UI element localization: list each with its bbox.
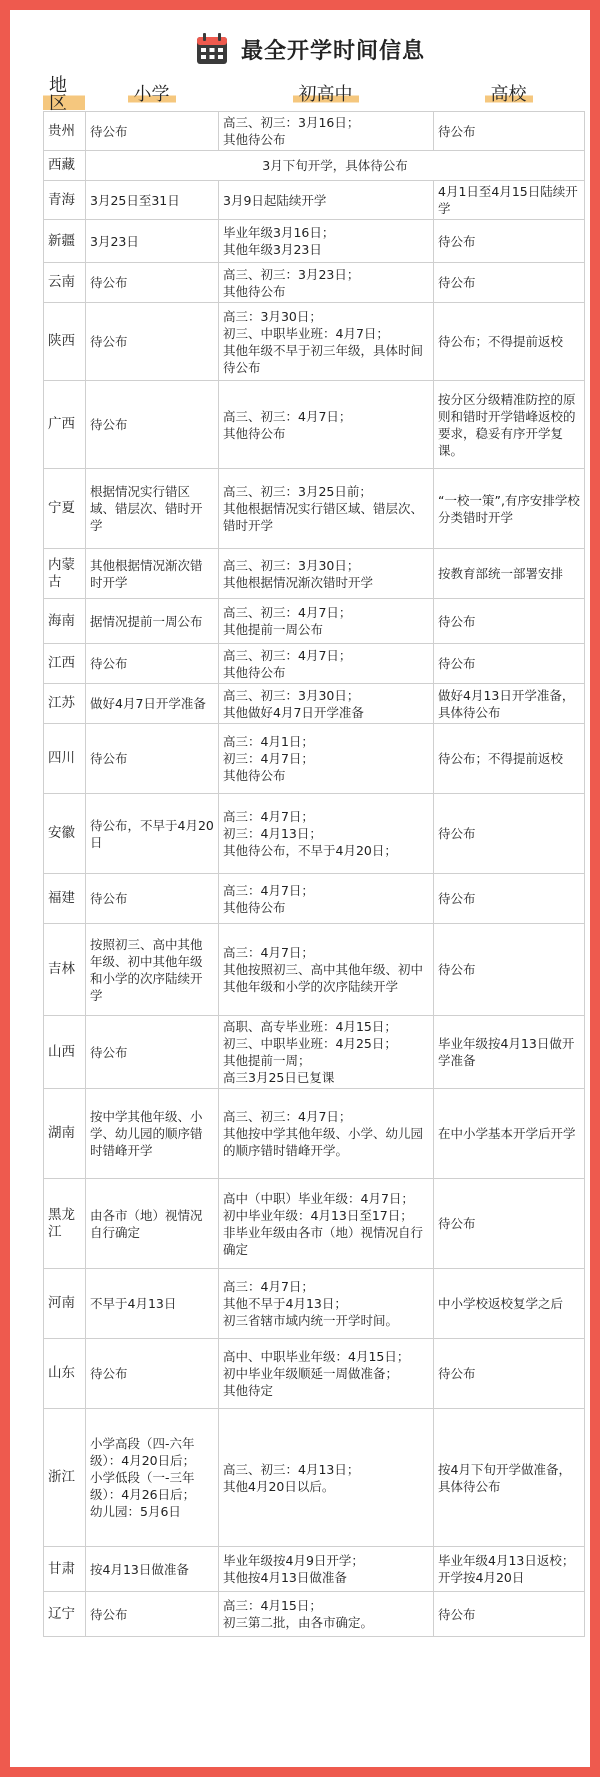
cell-middle: 高中、中职毕业年级：4月15日； 初中毕业年级顺延一周做准备； 其他待定	[219, 1339, 434, 1409]
cell-primary: 3月25日至31日	[86, 181, 219, 220]
cell-region: 内蒙古	[44, 549, 86, 599]
cell-middle: 高三、初三：3月30日； 其他根据情况渐次错时开学	[219, 549, 434, 599]
cell-middle: 高三、初三：4月7日； 其他提前一周公布	[219, 599, 434, 644]
cell-region: 广西	[44, 381, 86, 469]
cell-middle: 高三、初三：3月23日； 其他待公布	[219, 263, 434, 303]
cell-college: 4月1日至4月15日陆续开学	[434, 181, 585, 220]
col-header-college-label: 高校	[485, 86, 533, 104]
cell-region: 新疆	[44, 220, 86, 263]
cell-region: 西藏	[44, 151, 86, 181]
table-row	[44, 924, 585, 1016]
cell-region: 山东	[44, 1339, 86, 1409]
cell-region: 陕西	[44, 303, 86, 381]
table-row	[44, 1269, 585, 1339]
table-row	[44, 1547, 585, 1592]
table-row	[44, 644, 585, 684]
cell-region: 云南	[44, 263, 86, 303]
cell-middle: 毕业年级3月16日； 其他年级3月23日	[219, 220, 434, 263]
col-header-region-label: 地区	[43, 77, 85, 113]
table-row	[44, 469, 585, 549]
cell-middle: 高三：4月7日； 初三：4月13日； 其他待公布，不早于4月20日；	[219, 794, 434, 874]
cell-region: 辽宁	[44, 1592, 86, 1637]
cell-college: 待公布	[434, 599, 585, 644]
cell-region: 宁夏	[44, 469, 86, 549]
table-row	[44, 303, 585, 381]
cell-region: 湖南	[44, 1089, 86, 1179]
cell-college: 待公布	[434, 1339, 585, 1409]
table-row	[44, 724, 585, 794]
cell-region: 海南	[44, 599, 86, 644]
cell-college: 按分区分级精准防控的原则和错时开学错峰返校的要求，稳妥有序开学复课。	[434, 381, 585, 469]
cell-middle: 高三：4月7日； 其他待公布	[219, 874, 434, 924]
cell-primary: 待公布	[86, 112, 219, 151]
table-row	[44, 874, 585, 924]
table-row	[44, 684, 585, 724]
table-row	[44, 1339, 585, 1409]
cell-region: 吉林	[44, 924, 86, 1016]
cell-primary: 待公布	[86, 644, 219, 684]
cell-middle: 高三：4月15日； 初三第二批，由各市确定。	[219, 1592, 434, 1637]
cell-middle: 高三、初三：3月30日； 其他做好4月7日开学准备	[219, 684, 434, 724]
cell-college: 待公布	[434, 794, 585, 874]
col-header-middle	[218, 82, 433, 108]
cell-region: 青海	[44, 181, 86, 220]
cell-primary: 据情况提前一周公布	[86, 599, 219, 644]
cell-primary: 待公布	[86, 1016, 219, 1089]
page-header	[20, 20, 600, 78]
cell-primary: 小学高段（四-六年级）：4月20日后； 小学低段（一-三年级）：4月26日后； 幼儿园：5月6日	[86, 1409, 219, 1547]
cell-middle: 高中（中职）毕业年级：4月7日； 初中毕业年级：4月13日至17日； 非毕业年级由各市（地）视情况自行确定	[219, 1179, 434, 1269]
table-row	[44, 599, 585, 644]
cell-college: 做好4月13日开学准备，具体待公布	[434, 684, 585, 724]
cell-college: 待公布	[434, 924, 585, 1016]
cell-college: 待公布	[434, 644, 585, 684]
table-row	[44, 381, 585, 469]
table-row	[44, 1592, 585, 1637]
table-row	[44, 1089, 585, 1179]
cell-college: 按4月下旬开学做准备，具体待公布	[434, 1409, 585, 1547]
cell-middle: 3月9日起陆续开学	[219, 181, 434, 220]
page-title: 最全开学时间信息	[240, 38, 425, 64]
cell-college: 待公布；不得提前返校	[434, 303, 585, 381]
cell-region: 江西	[44, 644, 86, 684]
cell-primary: 待公布	[86, 874, 219, 924]
cell-middle: 高三、初三：3月16日； 其他待公布	[219, 112, 434, 151]
cell-primary: 按中学其他年级、小学、幼儿园的顺序错时错峰开学	[86, 1089, 219, 1179]
cell-region: 河南	[44, 1269, 86, 1339]
cell-primary: 不早于4月13日	[86, 1269, 219, 1339]
cell-primary: 做好4月7日开学准备	[86, 684, 219, 724]
col-header-region	[43, 75, 85, 114]
cell-region: 四川	[44, 724, 86, 794]
cell-middle: 高三、初三：4月7日； 其他待公布	[219, 644, 434, 684]
cell-college: 待公布	[434, 1592, 585, 1637]
cell-primary: 其他根据情况渐次错时开学	[86, 549, 219, 599]
cell-middle: 高三、初三：3月25日前； 其他根据情况实行错区域、错层次、错时开学	[219, 469, 434, 549]
cell-primary: 待公布	[86, 263, 219, 303]
cell-college: 在中小学基本开学后开学	[434, 1089, 585, 1179]
table-row	[44, 1409, 585, 1547]
cell-region: 安徽	[44, 794, 86, 874]
cell-primary: 根据情况实行错区域、错层次、错时开学	[86, 469, 219, 549]
cell-primary: 由各市（地）视情况自行确定	[86, 1179, 219, 1269]
cell-primary: 按照初三、高中其他年级、初中其他年级和小学的次序陆续开学	[86, 924, 219, 1016]
table-row	[44, 151, 585, 181]
calendar-icon	[195, 32, 229, 66]
col-header-primary-label: 小学	[128, 86, 176, 104]
table-row	[44, 549, 585, 599]
cell-middle: 高三：4月1日； 初三：4月7日； 其他待公布	[219, 724, 434, 794]
table-row	[44, 112, 585, 151]
col-header-primary	[85, 82, 218, 108]
table-row	[44, 220, 585, 263]
cell-college: 待公布	[434, 220, 585, 263]
cell-merged: 3月下旬开学，具体待公布	[86, 151, 585, 181]
cell-primary: 待公布	[86, 724, 219, 794]
cell-primary: 待公布	[86, 1592, 219, 1637]
cell-middle: 高三：3月30日； 初三、中职毕业班：4月7日； 其他年级不早于初三年级，具体时间待公布	[219, 303, 434, 381]
cell-region: 福建	[44, 874, 86, 924]
cell-primary: 待公布，不早于4月20日	[86, 794, 219, 874]
cell-primary: 待公布	[86, 1339, 219, 1409]
cell-region: 贵州	[44, 112, 86, 151]
cell-middle: 高三、初三：4月7日； 其他待公布	[219, 381, 434, 469]
cell-college: 按教育部统一部署安排	[434, 549, 585, 599]
table-row	[44, 181, 585, 220]
schedule-table	[43, 111, 585, 1637]
cell-college: 待公布；不得提前返校	[434, 724, 585, 794]
col-header-middle-label: 初高中	[293, 86, 359, 104]
cell-region: 黑龙江	[44, 1179, 86, 1269]
cell-region: 山西	[44, 1016, 86, 1089]
cell-college: 待公布	[434, 112, 585, 151]
col-header-college	[433, 82, 584, 108]
cell-middle: 高三、初三：4月13日； 其他4月20日以后。	[219, 1409, 434, 1547]
cell-college: 毕业年级按4月13日做开学准备	[434, 1016, 585, 1089]
cell-college: 待公布	[434, 263, 585, 303]
cell-college: 待公布	[434, 1179, 585, 1269]
cell-primary: 待公布	[86, 381, 219, 469]
cell-primary: 待公布	[86, 303, 219, 381]
cell-college: 毕业年级4月13日返校；开学按4月20日	[434, 1547, 585, 1592]
schedule-table-body	[44, 112, 585, 1637]
cell-middle: 高三、初三：4月7日； 其他按中学其他年级、小学、幼儿园的顺序错时错峰开学。	[219, 1089, 434, 1179]
table-row	[44, 1016, 585, 1089]
table-row	[44, 263, 585, 303]
cell-middle: 高三：4月7日； 其他不早于4月13日； 初三省辖市域内统一开学时间。	[219, 1269, 434, 1339]
cell-primary: 3月23日	[86, 220, 219, 263]
cell-college: 中小学校返校复学之后	[434, 1269, 585, 1339]
cell-middle: 高三：4月7日； 其他按照初三、高中其他年级、初中其他年级和小学的次序陆续开学	[219, 924, 434, 1016]
cell-college: “一校一策”,有序安排学校分类错时开学	[434, 469, 585, 549]
table-row	[44, 794, 585, 874]
cell-primary: 按4月13日做准备	[86, 1547, 219, 1592]
cell-college: 待公布	[434, 874, 585, 924]
cell-middle: 毕业年级按4月9日开学； 其他按4月13日做准备	[219, 1547, 434, 1592]
table-row	[44, 1179, 585, 1269]
cell-region: 江苏	[44, 684, 86, 724]
cell-region: 甘肃	[44, 1547, 86, 1592]
cell-middle: 高职、高专毕业班：4月15日； 初三、中职毕业班：4月25日； 其他提前一周； 高三3月25日已复课	[219, 1016, 434, 1089]
cell-region: 浙江	[44, 1409, 86, 1547]
